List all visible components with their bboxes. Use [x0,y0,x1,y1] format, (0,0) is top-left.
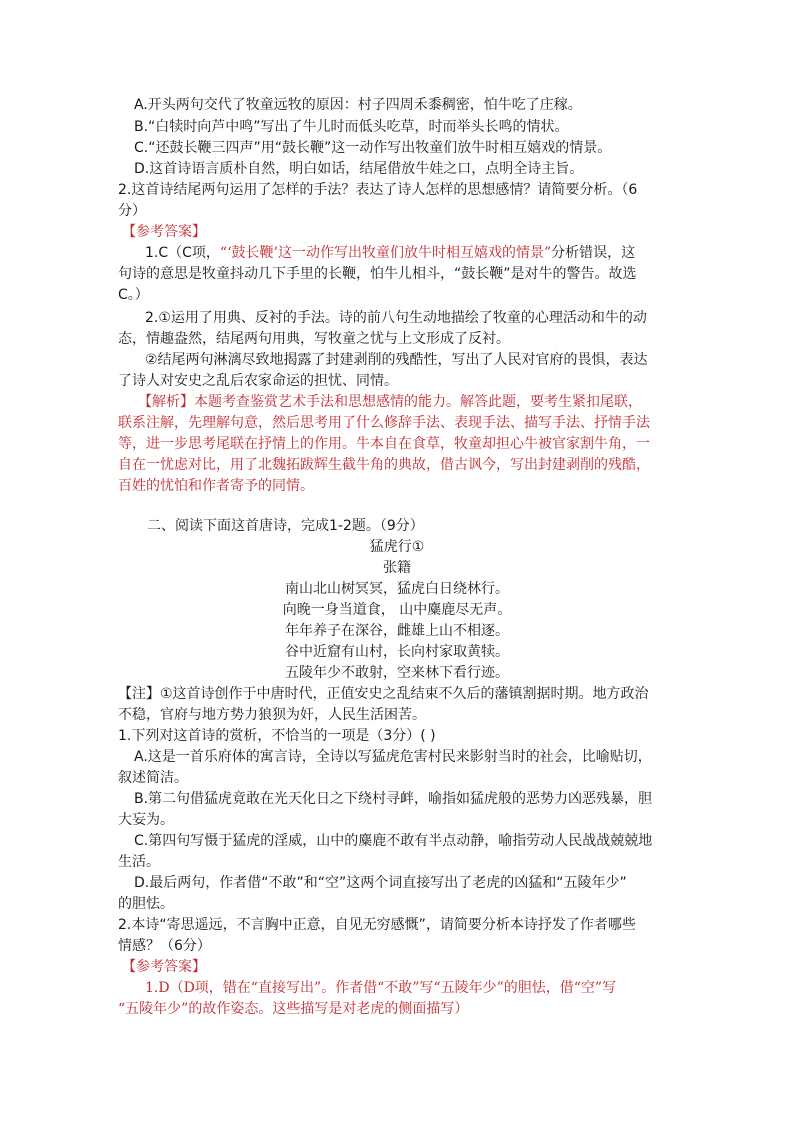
analysis-line-4: 自在一忧虑对比，用了北魏拓跋辉生截牛角的典故，借古讽今，写出封建剥削的残酷， [118,457,650,473]
poem-line-2: 向晚一身当道食， 山中麋鹿尽无声。 [282,602,512,618]
answer-1-part-c: 分析错误，这 [551,245,636,261]
analysis-line-5: 百姓的忧怕和作者寄予的同情。 [118,478,314,494]
option-b: B.“白犊时向芦中鸣”写出了牛儿时而低头吃草，时而举头长鸣的情状。 [134,119,569,135]
analysis-line-2: 联系注解，先理解句意，然后思考用了什么修辞手法、表现手法、描写手法、抒情手法 [118,415,650,431]
q1-option-c-line-2: 生活。 [118,854,160,870]
q1-option-b-line-2: 大妄为。 [118,812,174,828]
q1-option-d-line-2: 的胆怯。 [118,896,174,912]
answer-1-line-3: C。） [118,287,149,303]
poem-line-4: 谷中近窟有山村，长向村家取黄犊。 [285,644,509,660]
reference-answer-header: 【参考答案】 [122,224,206,240]
option-c: C.“还鼓长鞭三四声”用“鼓长鞭”这一动作写出牧童们放牛时相互嬉戏的情景。 [134,140,612,156]
answer-1-highlight: “‘鼓长鞭’这一动作写出牧童们放牛时相互嬉戏的情景” [219,245,552,261]
poem-note-line-2: 不稳，官府与地方势力狼狈为奸，人民生活困苦。 [118,707,426,723]
analysis-line-3: 等，进一步思考尾联在抒情上的作用。牛本自在食草，牧童却担心牛被官家割牛角，一 [118,436,650,452]
answer-1-line-1 [145,243,635,263]
poem-line-5: 五陵年少不敢射，空来林下看行迹。 [285,665,509,681]
option-d: D.这首诗语言质朴自然，明白如话，结尾借放牛娃之口，点明全诗主旨。 [134,161,584,177]
question-1-stem: 1.下列对这首诗的赏析，不恰当的一项是（3分）( ) [118,728,436,744]
answer-2-line-1: 2.①运用了用典、反衬的手法。诗的前八句生动地描绘了牧童的心理活动和牛的动 [145,310,647,326]
question-2-line-1: 2.这首诗结尾两句运用了怎样的手法？表达了诗人怎样的思想感情？请简要分析。（6 [118,182,638,198]
answer-1-part-a: 1.C（C项， [145,245,220,261]
q1-option-a-line-1: A.这是一首乐府体的寓言诗，全诗以写猛虎危害村民来影射当时的社会，比喻贴切， [134,749,652,765]
answer-2-line-4: 了诗人对安史之乱后农家命运的担忧、同情。 [118,373,398,389]
poem-author: 张籍 [383,560,411,576]
question-2-line-2: 分） [118,203,146,219]
s2-question-2-line-1: 2.本诗“寄思遥远，不言胸中正意，自见无穷感慨”，请简要分析本诗抒发了作者哪些 [118,917,636,933]
option-a: A.开头两句交代了牧童远牧的原因：村子四周禾黍稠密，怕牛吃了庄稼。 [134,97,582,113]
s2-question-2-line-2: 情感？（6分） [118,938,211,954]
poem-line-3: 年年养子在深谷，雌雄上山不相逐。 [285,623,509,639]
section-2-heading: 二、阅读下面这首唐诗，完成1-2题。（9分） [147,518,424,534]
poem-title: 猛虎行① [369,539,425,555]
q1-option-a-line-2: 叙述简洁。 [118,770,188,786]
q1-option-b-line-1: B.第二句借猛虎竟敢在光天化日之下绕村寻衅，喻指如猛虎般的恶势力凶恶残暴，胆 [134,791,653,807]
poem-line-1: 南山北山树冥冥，猛虎白日绕林行。 [285,581,509,597]
answer-2-line-3: ②结尾两句淋漓尽致地揭露了封建剥削的残酷性，写出了人民对官府的畏惧，表达 [145,352,648,368]
s2-answer-line-2: “五陵年少”的故作姿态。这些描写是对老虎的侧面描写） [118,1001,469,1017]
s2-reference-answer-header: 【参考答案】 [122,959,206,975]
q1-option-c-line-1: C.第四句写慑于猛虎的淫威，山中的麋鹿不敢有半点动静，喻指劳动人民战战兢兢地 [134,833,653,849]
poem-note-line-1: 【注】①这首诗创作于中唐时代，正值安史之乱结束不久后的藩镇割据时期。地方政治 [118,686,649,702]
answer-2-line-2: 态，情趣盎然，结尾两句用典，写牧童之忧与上文形成了反衬。 [118,331,510,347]
q1-option-d-line-1: D.最后两句，作者借“不敢”和“空”这两个词直接写出了老虎的凶猛和“五陵年少” [134,875,627,891]
answer-1-line-2: 句诗的意思是牧童抖动几下手里的长鞭，怕牛儿相斗，“鼓长鞭”是对牛的警告。故选 [118,266,637,282]
s2-answer-line-1: 1.D（D项，错在“直接写出”。作者借“不敢”写“五陵年少”的胆怯，借“空”写 [145,980,617,996]
analysis-line-1: 【解析】本题考查鉴赏艺术手法和思想感情的能力。解答此题，要考生紧扣尾联， [138,394,642,410]
